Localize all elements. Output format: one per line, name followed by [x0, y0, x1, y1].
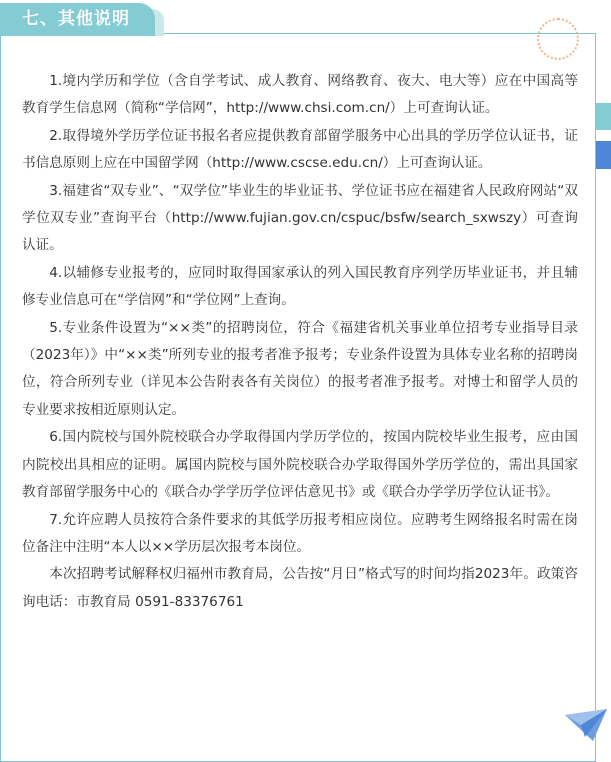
note-paragraph-8: 本次招聘考试解释权归福州市教育局，公告按“月日”格式写的时间均指2023年。政策咨询电话：市教育局 0591-83376761: [22, 566, 578, 610]
side-tab-blue: [596, 141, 611, 169]
paper-plane-icon: [563, 707, 609, 747]
note-paragraph-2: 2.取得境外学历学位证书报名者应提供教育部留学服务中心出具的学历学位认证书，证书信息原则上应在中国留学网（http://www.cscse.edu.cn/）上可查询认证。: [22, 127, 578, 172]
note-paragraph-7: 7.允许应聘人员按符合条件要求的其低学历报考相应岗位。应聘考生网络报名时需在岗位备注中注明“本人以××学历层次报考本岗位。: [22, 511, 578, 555]
dotted-circle-decoration: [537, 18, 579, 60]
section-title: 七、其他说明: [0, 3, 155, 36]
note-paragraph-6: 6.国内院校与国外院校联合办学取得国内学历学位的，按国内院校毕业生报考，应由国内院校出具相应的证明。属国内院校与国外院校联合办学取得国外学历学位的，需出具国家教育部留学服务中心的《联合办学学历学位评估意见书》或《联合办学学历学位认证书》。: [22, 429, 578, 501]
note-paragraph-1: 1.境内学历和学位（含自学考试、成人教育、网络教育、夜大、电大等）应在中国高等教育学生信息网（简称“学信网”，http://www.chsi.com.cn/）上可查询认证。: [22, 73, 578, 117]
notes-body: [22, 68, 578, 616]
side-tab-teal: [596, 103, 611, 130]
note-paragraph-5: 5.专业条件设置为“××类”的招聘岗位，符合《福建省机关事业单位招考专业指导目录（2023年）》中“××类”所列专业的报考者准予报考；专业条件设置为具体专业名称的招聘岗位，符合所列专业（详见本公告附表各有关岗位）的报考者准予报考。对博士和留学人员的专业要求按相近原则认定。: [22, 319, 578, 418]
note-paragraph-3: 3.福建省“双专业”、“双学位”毕业生的毕业证书、学位证书应在福建省人民政府网站“双学位双专业”查询平台（http://www.fujian.gov.cn/cspuc/bsfw/search_sxwszy）可查询认证。: [22, 182, 578, 254]
note-paragraph-4: 4.以辅修专业报考的，应同时取得国家承认的列入国民教育序列学历毕业证书，并且辅修专业信息可在“学信网”和“学位网”上查询。: [22, 264, 578, 309]
